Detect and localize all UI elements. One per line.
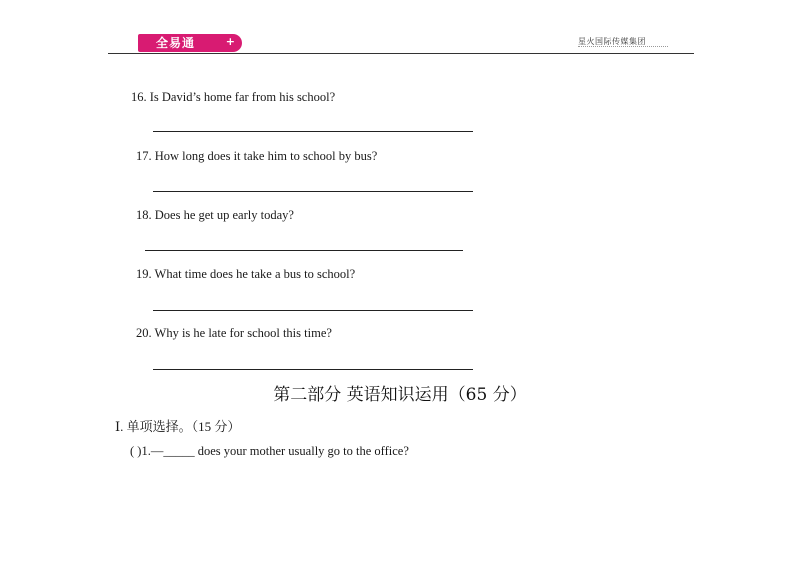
answer-line-19[interactable] <box>153 310 473 311</box>
publisher-underline <box>578 46 668 49</box>
section-title: 第二部分 英语知识运用（65 分） <box>273 385 527 405</box>
brand-logo-text: 全易通 <box>156 36 196 50</box>
question-19: 19. What time does he take a bus to school? <box>136 267 356 281</box>
question-18: 18. Does he get up early today? <box>136 208 294 222</box>
answer-line-17[interactable] <box>153 191 473 192</box>
header-divider <box>108 53 694 54</box>
question-17: 17. How long does it take him to school by bus? <box>136 149 378 163</box>
question-16: 16. Is David’s home far from his school? <box>131 90 336 104</box>
multiple-choice-item-1: ( )1.—_____ does your mother usually go to the office? <box>130 444 409 458</box>
brand-logo <box>138 34 242 52</box>
plus-icon: + <box>225 35 236 48</box>
section-subheading: Ⅰ. 单项选择。（15 分） <box>115 419 241 434</box>
answer-line-20[interactable] <box>153 369 473 370</box>
question-20: 20. Why is he late for school this time? <box>136 326 332 340</box>
answer-line-16[interactable] <box>153 131 473 132</box>
answer-line-18[interactable] <box>145 250 463 251</box>
publisher-name: 星火国际传媒集团 <box>578 37 646 46</box>
